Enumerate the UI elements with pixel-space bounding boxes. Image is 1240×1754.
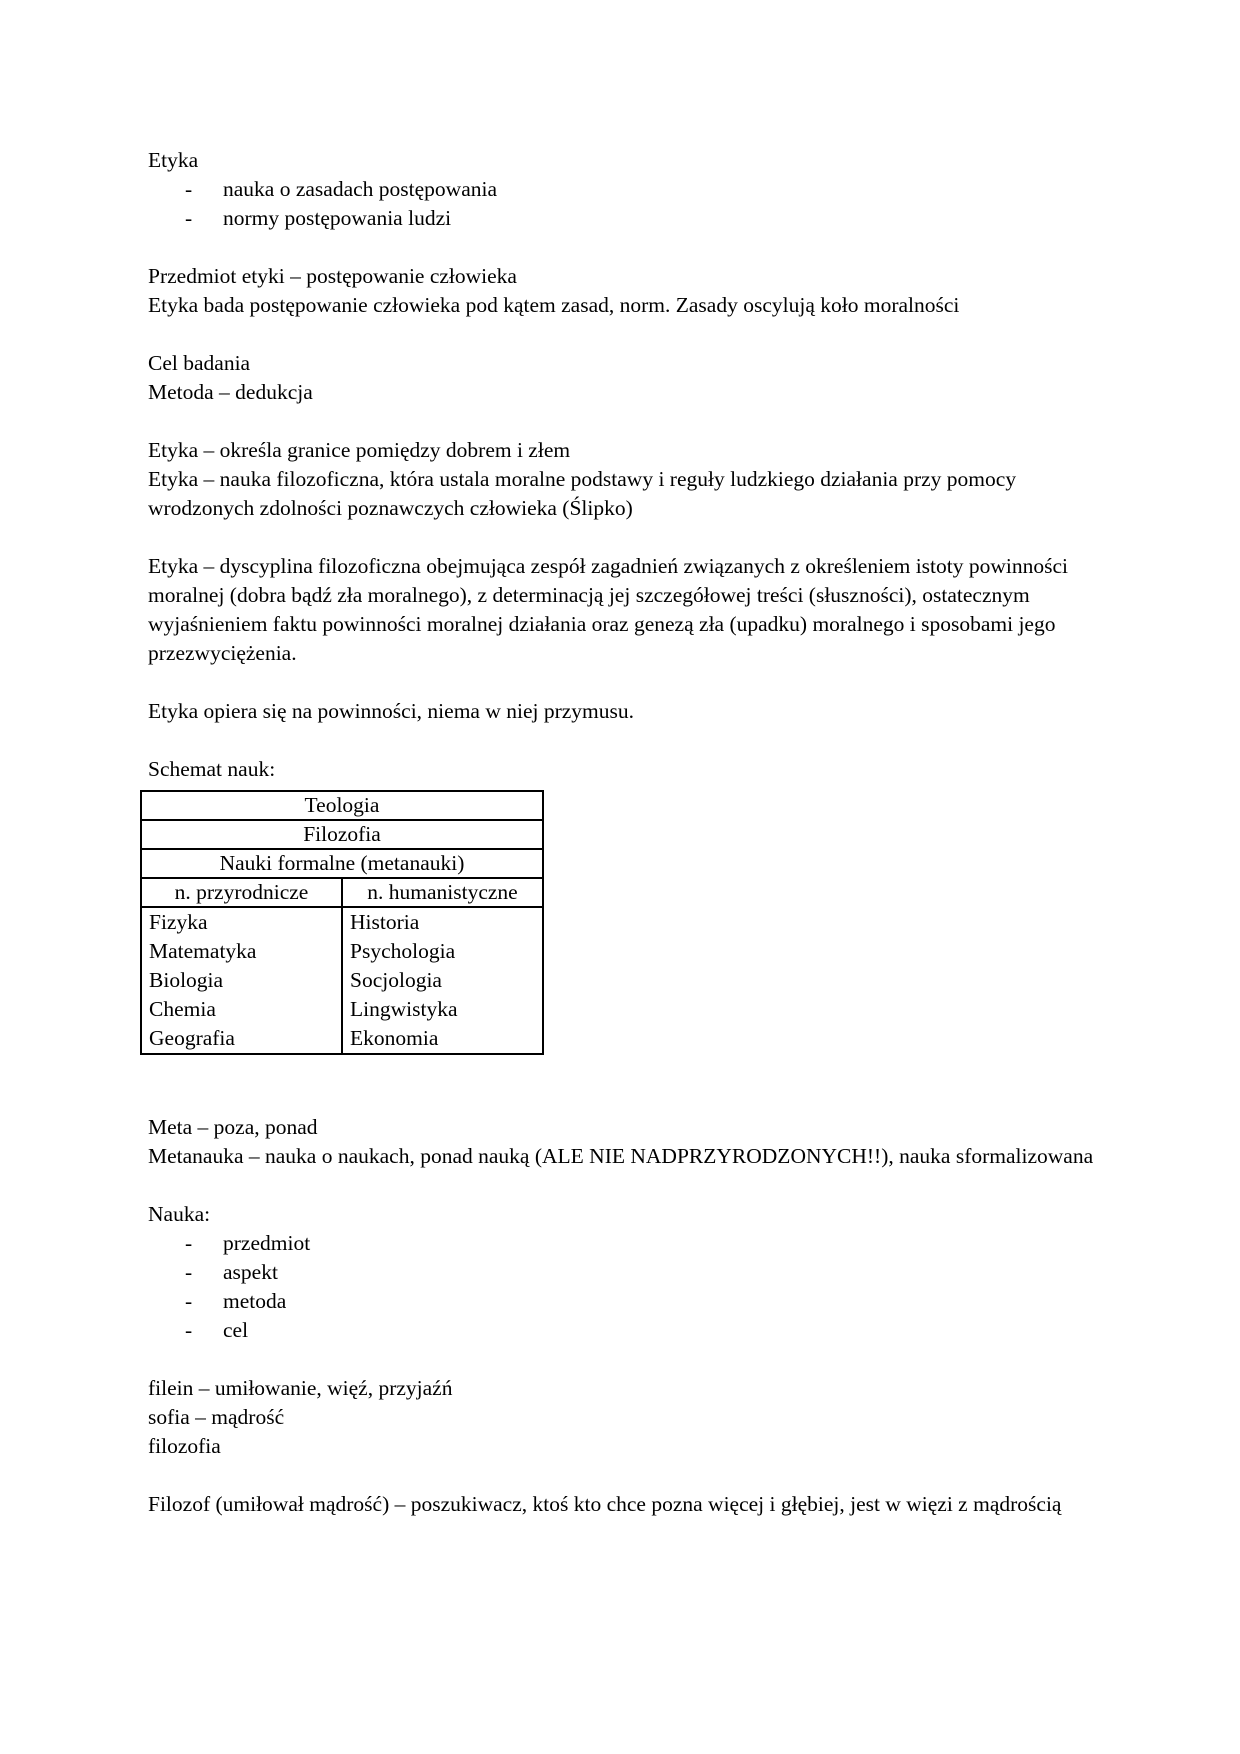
- filozof-paragraph: Filozof (umiłował mądrość) – poszukiwacz, ktoś kto chce pozna więcej i głębiej, jest w więzi z mądrością: [148, 1492, 1062, 1516]
- dyscyplina-paragraph: Etyka – dyscyplina filozoficzna obejmująca zespół zagadnień związanych z określeniem istoty powinności moralnej (dobra bądź zła moralnego), z determinacją jej szczegółowej treści (słuszności), ostatecznym wyjaśnieniem faktu powinności moralnej działania oraz genezą zła (upadku) moralnego i sposobami jego przezwyciężenia.: [148, 554, 1068, 665]
- metanauka-paragraph: Metanauka – nauka o naukach, ponad nauką (ALE NIE NADPRZYRODZONYCH!!), nauka sformalizowana: [148, 1144, 1094, 1168]
- table-cell-teologia: Teologia: [141, 791, 543, 820]
- list-item: Fizyka: [149, 910, 208, 934]
- list-item: Geografia: [149, 1026, 235, 1050]
- table-cell-przyrodnicze-list: [141, 907, 342, 1054]
- table-row: [141, 791, 543, 820]
- list-item: - aspekt: [148, 1258, 1108, 1287]
- heading-etyka: Etyka: [148, 148, 199, 172]
- list-item: - cel: [148, 1316, 1108, 1345]
- table-row: [141, 907, 543, 1054]
- list-item: Psychologia: [350, 939, 456, 963]
- list-item: - normy postępowania ludzi: [148, 204, 1108, 233]
- list-item: Socjologia: [350, 968, 442, 992]
- list-item: Chemia: [149, 997, 216, 1021]
- etyka-bullet-list: [148, 175, 1108, 233]
- schemat-nauk-table: [140, 790, 544, 1055]
- table-row: [141, 820, 543, 849]
- list-item: Biologia: [149, 968, 224, 992]
- bullet-dash: -: [185, 1260, 193, 1284]
- table-header-przyrodnicze: n. przyrodnicze: [141, 878, 342, 907]
- bullet-dash: -: [185, 1289, 193, 1313]
- list-item: - przedmiot: [148, 1229, 1108, 1258]
- table-row: [141, 878, 543, 907]
- list-item: - nauka o zasadach postępowania: [148, 175, 1108, 204]
- table-cell-nauki-formalne: Nauki formalne (metanauki): [141, 849, 543, 878]
- filein-line: filein – umiłowanie, więź, przyjaźń: [148, 1376, 453, 1400]
- table-row: [141, 849, 543, 878]
- cel-line: Cel badania: [148, 351, 251, 375]
- granice-line: Etyka – określa granice pomiędzy dobrem i złem: [148, 438, 571, 462]
- opiera-line: Etyka opiera się na powinności, niema w niej przymusu.: [148, 699, 635, 723]
- filozoficzna-paragraph: Etyka – nauka filozoficzna, która ustala moralne podstawy i reguły ludzkiego działania przy pomocy wrodzonych zdolności poznawczych człowieka (Ślipko): [148, 467, 1017, 520]
- document-page: [148, 146, 1108, 1519]
- bullet-dash: -: [185, 1318, 193, 1342]
- filozofia-line: filozofia: [148, 1434, 221, 1458]
- table-cell-filozofia: Filozofia: [141, 820, 543, 849]
- bullet-dash: -: [185, 1231, 193, 1255]
- nauka-bullet-list: [148, 1229, 1108, 1345]
- sofia-line: sofia – mądrość: [148, 1405, 285, 1429]
- etyka-bada-line: Etyka bada postępowanie człowieka pod kątem zasad, norm. Zasady oscylują koło moralności: [148, 293, 960, 317]
- metoda-line: Metoda – dedukcja: [148, 380, 313, 404]
- bullet-dash: -: [185, 206, 193, 230]
- przedmiot-line: Przedmiot etyki – postępowanie człowieka: [148, 264, 517, 288]
- list-item: Matematyka: [149, 939, 257, 963]
- list-item: - metoda: [148, 1287, 1108, 1316]
- list-item: Lingwistyka: [350, 997, 458, 1021]
- meta-line: Meta – poza, ponad: [148, 1115, 318, 1139]
- bullet-dash: -: [185, 177, 193, 201]
- nauka-label: Nauka:: [148, 1202, 211, 1226]
- schemat-label: Schemat nauk:: [148, 757, 276, 781]
- list-item: Ekonomia: [350, 1026, 439, 1050]
- table-cell-humanistyczne-list: [342, 907, 543, 1054]
- list-item: Historia: [350, 910, 420, 934]
- table-header-humanistyczne: n. humanistyczne: [342, 878, 543, 907]
